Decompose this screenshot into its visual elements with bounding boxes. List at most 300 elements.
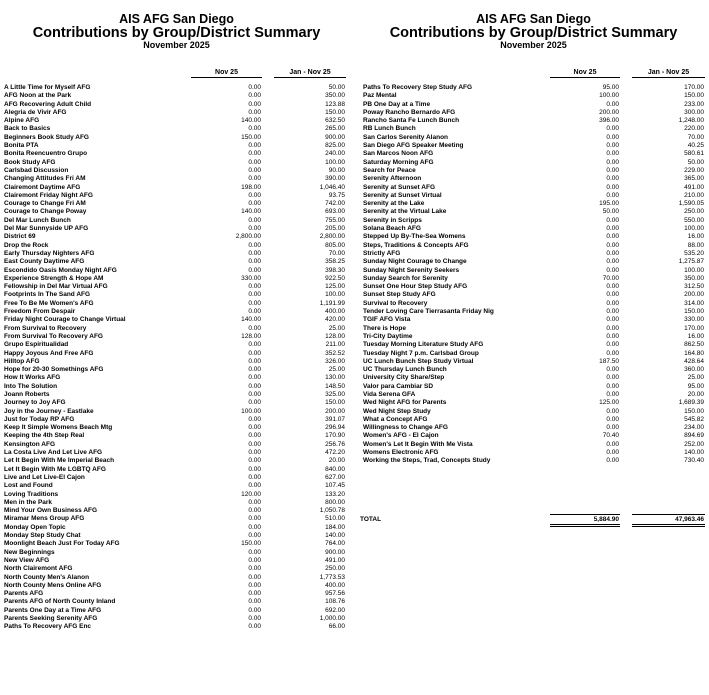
- ytd-amount: 352.52: [325, 349, 345, 357]
- table-row: [4, 350, 349, 358]
- group-name: Sunset Step Study AFG: [363, 291, 436, 299]
- ytd-amount: 20.00: [328, 457, 345, 465]
- group-name: Tuesday Night 7 p.m. Carlsbad Group: [363, 349, 479, 357]
- table-row: [4, 466, 349, 474]
- table-row: [4, 341, 349, 349]
- nov-amount: 0.00: [248, 507, 261, 515]
- group-name: Willingness to Change AFG: [363, 424, 448, 432]
- group-name: Carlsbad Discussion: [4, 166, 69, 174]
- group-name: Bonita PTA: [4, 142, 39, 150]
- group-name: Tri-City Daytime: [363, 332, 413, 340]
- ytd-amount: 220.00: [684, 125, 704, 133]
- ytd-amount: 70.00: [687, 133, 704, 141]
- table-row: [4, 424, 349, 432]
- nov-amount: 0.00: [248, 390, 261, 398]
- group-name: Parents Seeking Serenity AFG: [4, 615, 98, 622]
- table-row: [360, 275, 707, 283]
- group-name: Women's AFG - El Cajon: [363, 432, 439, 440]
- nov-amount: 0.00: [606, 390, 619, 398]
- ytd-amount: 210.00: [684, 191, 704, 199]
- group-name: Poway Rancho Bernardo AFG: [363, 108, 456, 116]
- nov-amount: 0.00: [248, 598, 261, 606]
- nov-amount: 0.00: [606, 225, 619, 233]
- nov-amount: 187.50: [599, 357, 619, 365]
- nov-amount: 95.00: [602, 84, 619, 91]
- group-name: Wed Night Step Study: [363, 407, 431, 415]
- group-name: Journey to Joy AFG: [4, 399, 66, 407]
- ytd-amount: 170.00: [684, 324, 704, 332]
- table-row: [360, 441, 707, 449]
- group-name: Serenity in Scripps: [363, 216, 422, 224]
- group-name: Steps, Traditions & Concepts AFG: [363, 241, 469, 249]
- ytd-amount: 900.00: [325, 548, 345, 556]
- table-row: [4, 574, 349, 582]
- ytd-amount: 184.00: [325, 523, 345, 531]
- ytd-amount: 2,800.00: [319, 233, 345, 241]
- nov-amount: 0.00: [606, 158, 619, 166]
- nov-amount: 200.00: [599, 108, 619, 116]
- table-row: [4, 225, 349, 233]
- group-name: Tuesday Morning Literature Study AFG: [363, 341, 484, 349]
- ytd-amount: 50.00: [687, 158, 704, 166]
- table-row: [4, 92, 349, 100]
- table-row: [360, 341, 707, 349]
- ytd-amount: 825.00: [325, 142, 345, 150]
- group-name: From Survival to Recovery: [4, 324, 87, 332]
- ytd-amount: 330.00: [684, 316, 704, 324]
- ytd-amount: 545.82: [684, 415, 704, 423]
- table-row: [4, 175, 349, 183]
- table-row: [4, 482, 349, 490]
- table-row: [4, 125, 349, 133]
- table-row: [4, 300, 349, 308]
- table-row: [360, 457, 707, 465]
- nov-amount: 0.00: [248, 125, 261, 133]
- ytd-amount: 325.00: [325, 390, 345, 398]
- nov-amount: 0.00: [606, 291, 619, 299]
- ytd-amount: 800.00: [325, 498, 345, 506]
- group-name: Freedom From Despair: [4, 308, 76, 316]
- table-row: [4, 590, 349, 598]
- ytd-amount: 234.00: [684, 424, 704, 432]
- nov-amount: 0.00: [606, 308, 619, 316]
- nov-amount: 128.00: [241, 332, 261, 340]
- report-page-right: [360, 0, 707, 523]
- table-row: [4, 192, 349, 200]
- nov-amount: 0.00: [248, 349, 261, 357]
- ytd-amount: 805.00: [325, 241, 345, 249]
- ytd-amount: 1,689.39: [678, 399, 704, 407]
- nov-amount: 0.00: [248, 166, 261, 174]
- ytd-amount: 1,191.99: [319, 299, 345, 307]
- ytd-amount: 240.00: [325, 150, 345, 158]
- nov-amount: 0.00: [248, 150, 261, 158]
- nov-amount: 0.00: [248, 191, 261, 199]
- table-row: [4, 391, 349, 399]
- group-name: North County Men's Alanon: [4, 573, 90, 581]
- nov-amount: 0.00: [606, 142, 619, 150]
- ytd-amount: 265.00: [325, 125, 345, 133]
- table-row: [360, 109, 707, 117]
- ytd-amount: 229.00: [684, 166, 704, 174]
- ytd-amount: 296.94: [325, 424, 345, 432]
- nov-amount: 0.00: [606, 133, 619, 141]
- column-headers: [360, 69, 707, 79]
- table-row: [360, 399, 707, 407]
- table-row: [4, 333, 349, 341]
- group-name: Early Thursday Nighters AFG: [4, 249, 95, 257]
- table-row: [4, 275, 349, 283]
- ytd-amount: 491.00: [325, 556, 345, 564]
- ytd-amount: 730.40: [684, 457, 704, 465]
- table-row: [4, 283, 349, 291]
- table-row: [360, 283, 707, 291]
- table-row: [360, 142, 707, 150]
- nov-amount: 0.00: [248, 623, 261, 631]
- table-row: [4, 565, 349, 573]
- nov-amount: 0.00: [248, 457, 261, 465]
- total-row: [360, 514, 707, 524]
- table-row: [360, 358, 707, 366]
- table-row: [4, 217, 349, 225]
- ytd-amount: 1,248.00: [678, 117, 704, 125]
- report-period: November 2025: [500, 40, 567, 51]
- group-name: Paths To Recovery AFG Enc: [4, 623, 92, 631]
- table-row: [4, 358, 349, 366]
- table-row: [4, 184, 349, 192]
- nov-amount: 0.00: [248, 590, 261, 598]
- table-row: [4, 308, 349, 316]
- nov-amount: 0.00: [248, 556, 261, 564]
- nov-amount: 0.00: [248, 324, 261, 332]
- total-nov: 5,884.90: [550, 514, 620, 527]
- table-row: [360, 333, 707, 341]
- nov-amount: 70.40: [602, 432, 619, 440]
- nov-amount: 2,800.00: [235, 233, 261, 241]
- ytd-amount: 1,773.53: [319, 573, 345, 581]
- group-name: What a Concept AFG: [363, 415, 428, 423]
- nov-amount: 0.00: [248, 465, 261, 473]
- ytd-amount: 627.00: [325, 473, 345, 481]
- group-name: Let It Begin With Me LGBTQ AFG: [4, 465, 106, 473]
- nov-amount: 0.00: [606, 316, 619, 324]
- table-row: [360, 208, 707, 216]
- table-row: [4, 615, 349, 623]
- table-row: [360, 125, 707, 133]
- table-row: [4, 233, 349, 241]
- ytd-amount: 123.88: [325, 100, 345, 108]
- ytd-amount: 211.00: [325, 341, 345, 349]
- group-name: Happy Joyous And Free AFG: [4, 349, 94, 357]
- ytd-amount: 1,046.40: [319, 183, 345, 191]
- group-name: AFG Noon at the Park: [4, 92, 72, 100]
- ytd-amount: 95.00: [687, 382, 704, 390]
- group-name: AFG Recovering Adult Child: [4, 100, 92, 108]
- table-row: [4, 507, 349, 515]
- ytd-amount: 125.00: [325, 283, 345, 291]
- table-row: [360, 383, 707, 391]
- nov-amount: 0.00: [606, 283, 619, 291]
- nov-amount: 0.00: [248, 241, 261, 249]
- nov-amount: 0.00: [248, 374, 261, 382]
- table-row: [4, 416, 349, 424]
- table-row: [4, 117, 349, 125]
- table-row: [360, 416, 707, 424]
- table-row: [360, 291, 707, 299]
- nov-amount: 0.00: [606, 374, 619, 382]
- report-header: [360, 13, 707, 51]
- group-name: Courage to Change Fri AM: [4, 200, 86, 208]
- ytd-amount: 250.00: [325, 565, 345, 573]
- table-row: [4, 623, 349, 631]
- table-row: [4, 109, 349, 117]
- nov-amount: 0.00: [606, 415, 619, 423]
- table-row: [360, 300, 707, 308]
- group-name: New View AFG: [4, 556, 50, 564]
- table-row: [360, 242, 707, 250]
- nov-amount: 0.00: [606, 191, 619, 199]
- report-page-left: [4, 0, 349, 631]
- nov-amount: 0.00: [606, 324, 619, 332]
- nov-amount: 0.00: [248, 482, 261, 490]
- ytd-amount: 150.00: [684, 407, 704, 415]
- nov-amount: 0.00: [248, 581, 261, 589]
- ytd-amount: 350.00: [684, 274, 704, 282]
- nov-amount: 0.00: [248, 308, 261, 316]
- group-name: Friday Night Courage to Change Virtual: [4, 316, 126, 324]
- ytd-amount: 840.00: [325, 465, 345, 473]
- group-name: Book Study AFG: [4, 158, 56, 166]
- nov-amount: 198.00: [241, 183, 261, 191]
- table-row: [360, 200, 707, 208]
- nov-amount: 100.00: [241, 407, 261, 415]
- ytd-amount: 100.00: [684, 225, 704, 233]
- table-row: [360, 366, 707, 374]
- group-name: Live and Let Live-El Cajon: [4, 473, 85, 481]
- ytd-amount: 250.00: [684, 208, 704, 216]
- ytd-amount: 314.00: [684, 299, 704, 307]
- ytd-amount: 205.00: [325, 225, 345, 233]
- group-name: University City Share/Step: [363, 374, 445, 382]
- group-name: Moonlight Beach Just For Today AFG: [4, 540, 120, 548]
- group-name: Sunday Search for Serenity: [363, 274, 448, 282]
- ytd-amount: 100.00: [325, 158, 345, 166]
- table-row: [4, 366, 349, 374]
- group-name: Womens Electronic AFG: [363, 449, 439, 457]
- table-row: [4, 515, 349, 523]
- table-row: [4, 258, 349, 266]
- ytd-amount: 580.61: [684, 150, 704, 158]
- group-name: TGIF AFG Vista: [363, 316, 411, 324]
- nov-amount: 140.00: [241, 316, 261, 324]
- group-name: Lost and Found: [4, 482, 53, 490]
- ytd-amount: 894.69: [684, 432, 704, 440]
- ytd-amount: 764.00: [325, 540, 345, 548]
- ytd-amount: 365.00: [684, 175, 704, 183]
- ytd-amount: 922.50: [325, 274, 345, 282]
- table-row: [4, 540, 349, 548]
- table-row: [360, 117, 707, 125]
- group-list-left: [4, 84, 349, 632]
- ytd-amount: 390.00: [325, 175, 345, 183]
- table-row: [4, 399, 349, 407]
- group-name: Kensington AFG: [4, 440, 56, 448]
- group-name: Clairemont Daytime AFG: [4, 183, 81, 191]
- table-row: [360, 408, 707, 416]
- nov-amount: 0.00: [606, 299, 619, 307]
- org-name: AIS AFG San Diego: [476, 12, 591, 26]
- ytd-amount: 100.00: [684, 266, 704, 274]
- table-row: [360, 184, 707, 192]
- group-name: East County Daytime AFG: [4, 258, 85, 266]
- ytd-amount: 755.00: [325, 216, 345, 224]
- nov-amount: 0.00: [606, 440, 619, 448]
- report-title: Contributions by Group/District Summary: [32, 25, 321, 42]
- group-name: Clairemont Friday Night AFG: [4, 191, 93, 199]
- nov-amount: 0.00: [606, 216, 619, 224]
- ytd-amount: 1,050.78: [319, 507, 345, 515]
- nov-amount: 0.00: [248, 366, 261, 374]
- nov-amount: 0.00: [248, 283, 261, 291]
- table-row: [360, 134, 707, 142]
- table-row: [360, 84, 707, 92]
- nov-amount: 0.00: [248, 142, 261, 150]
- ytd-amount: 150.00: [325, 399, 345, 407]
- group-name: UC Lunch Bunch Step Study Virtual: [363, 357, 474, 365]
- group-name: RB Lunch Bunch: [363, 125, 416, 133]
- ytd-amount: 862.50: [684, 341, 704, 349]
- nov-amount: 0.00: [248, 498, 261, 506]
- nov-amount: 0.00: [248, 158, 261, 166]
- group-name: Back to Basics: [4, 125, 51, 133]
- table-row: [4, 291, 349, 299]
- table-row: [4, 200, 349, 208]
- group-name: How It Works AFG: [4, 374, 61, 382]
- ytd-amount: 350.00: [325, 92, 345, 100]
- group-name: Courage to Change Poway: [4, 208, 87, 216]
- ytd-amount: 1,275.87: [678, 258, 704, 266]
- group-name: Solana Beach AFG: [363, 225, 421, 233]
- column-headers: [4, 69, 349, 79]
- group-name: Keep It Simple Womens Beach Mtg: [4, 424, 113, 432]
- group-name: Loving Traditions: [4, 490, 59, 498]
- nov-amount: 150.00: [241, 133, 261, 141]
- table-row: [360, 101, 707, 109]
- nov-amount: 0.00: [248, 291, 261, 299]
- nov-amount: 0.00: [248, 415, 261, 423]
- ytd-amount: 200.00: [325, 407, 345, 415]
- group-name: Joy in the Journey - Eastlake: [4, 407, 94, 415]
- group-name: Stepped Up By-The-Sea Womens: [363, 233, 466, 241]
- table-row: [4, 142, 349, 150]
- table-row: [4, 84, 349, 92]
- group-name: Fellowship in Del Mar Virtual AFG: [4, 283, 108, 291]
- table-row: [360, 258, 707, 266]
- ytd-amount: 50.00: [328, 84, 345, 91]
- column-header-ytd: Jan - Nov 25: [632, 69, 705, 78]
- group-name: Monday Step Study Chat: [4, 532, 81, 540]
- nov-amount: 0.00: [248, 200, 261, 208]
- nov-amount: 0.00: [248, 357, 261, 365]
- table-row: [4, 159, 349, 167]
- group-name: Women's Let It Begin With Me Vista: [363, 440, 473, 448]
- ytd-amount: 472.20: [325, 449, 345, 457]
- group-name: Experience Strength & Hope AM: [4, 274, 104, 282]
- nov-amount: 0.00: [248, 532, 261, 540]
- total-ytd: 47,963.46: [632, 514, 705, 527]
- nov-amount: 0.00: [248, 548, 261, 556]
- nov-amount: 0.00: [248, 565, 261, 573]
- nov-amount: 0.00: [248, 473, 261, 481]
- table-row: [4, 532, 349, 540]
- table-row: [4, 374, 349, 382]
- ytd-amount: 420.00: [325, 316, 345, 324]
- group-name: PB One Day at a Time: [363, 100, 431, 108]
- nov-amount: 0.00: [248, 299, 261, 307]
- group-name: Tender Loving Care Tierrasanta Friday Nig: [363, 308, 494, 316]
- ytd-amount: 25.00: [328, 366, 345, 374]
- table-row: [360, 449, 707, 457]
- table-row: [360, 374, 707, 382]
- group-name: Bonita Reencuentro Grupo: [4, 150, 88, 158]
- nov-amount: 396.00: [599, 117, 619, 125]
- table-row: [360, 159, 707, 167]
- group-name: Paths To Recovery Step Study AFG: [363, 84, 473, 91]
- org-name: AIS AFG San Diego: [119, 12, 234, 26]
- ytd-amount: 535.20: [684, 249, 704, 257]
- table-row: [4, 408, 349, 416]
- nov-amount: 0.00: [248, 249, 261, 257]
- table-row: [4, 267, 349, 275]
- group-name: San Marcos Noon AFG: [363, 150, 434, 158]
- nov-amount: 0.00: [248, 84, 261, 91]
- nov-amount: 0.00: [606, 258, 619, 266]
- nov-amount: 195.00: [599, 200, 619, 208]
- table-row: [4, 383, 349, 391]
- ytd-amount: 491.00: [684, 183, 704, 191]
- ytd-amount: 140.00: [684, 449, 704, 457]
- table-row: [4, 242, 349, 250]
- nov-amount: 120.00: [241, 490, 261, 498]
- nov-amount: 50.00: [602, 208, 619, 216]
- group-name: There is Hope: [363, 324, 406, 332]
- table-row: [4, 150, 349, 158]
- table-row: [360, 267, 707, 275]
- report-title: Contributions by Group/District Summary: [389, 25, 678, 42]
- nov-amount: 0.00: [606, 332, 619, 340]
- table-row: [4, 582, 349, 590]
- table-row: [360, 150, 707, 158]
- table-row: [360, 391, 707, 399]
- group-name: Serenity at the Lake: [363, 200, 425, 208]
- ytd-amount: 692.00: [325, 606, 345, 614]
- group-name: Sunday Night Serenity Seekers: [363, 266, 460, 274]
- nov-amount: 0.00: [606, 125, 619, 133]
- ytd-amount: 391.07: [325, 415, 345, 423]
- table-row: [360, 217, 707, 225]
- ytd-amount: 107.45: [325, 482, 345, 490]
- table-row: [4, 607, 349, 615]
- nov-amount: 0.00: [606, 249, 619, 257]
- table-row: [4, 491, 349, 499]
- group-name: Del Mar Sunnyside UP AFG: [4, 225, 89, 233]
- ytd-amount: 108.76: [325, 598, 345, 606]
- group-name: North County Mens Online AFG: [4, 581, 102, 589]
- table-row: [4, 499, 349, 507]
- group-name: Sunday Night Courage to Change: [363, 258, 467, 266]
- group-name: Paz Mental: [363, 92, 397, 100]
- ytd-amount: 150.00: [684, 92, 704, 100]
